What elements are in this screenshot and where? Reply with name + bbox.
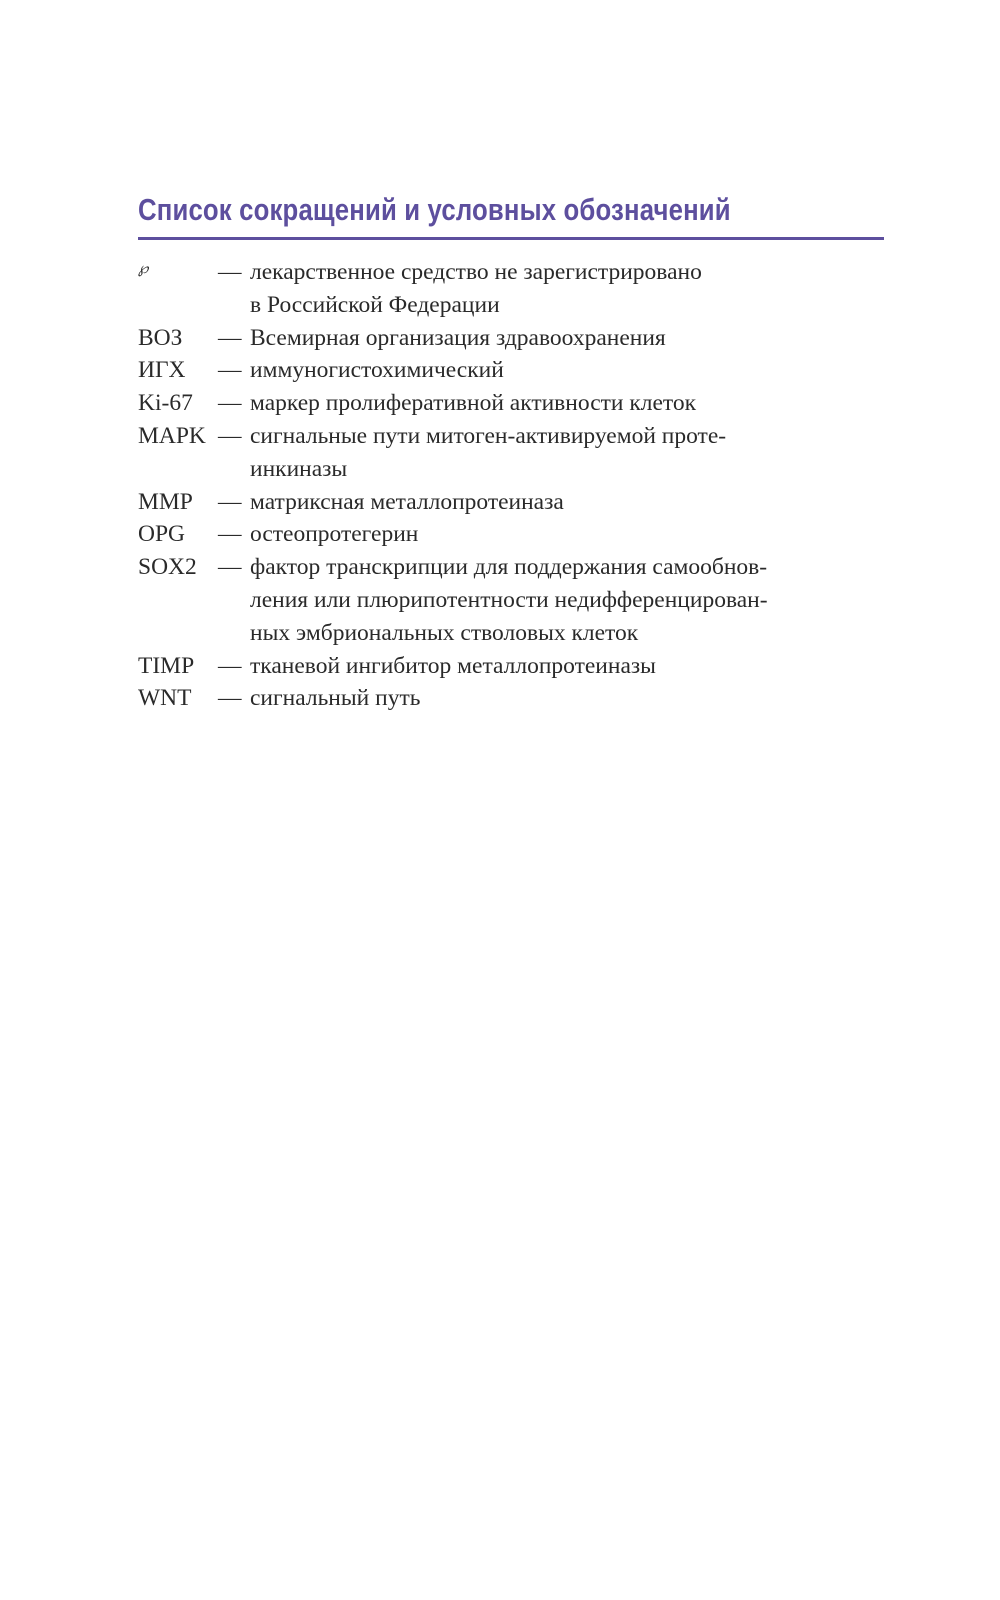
abbreviation-entry bbox=[138, 354, 878, 387]
abbreviation-term: MMP bbox=[138, 488, 193, 515]
definition-line: матриксная металлопротеиназа bbox=[250, 488, 564, 515]
abbreviation-definition bbox=[250, 420, 878, 486]
definition-line: Всемирная организация здравоохранения bbox=[250, 324, 666, 351]
definition-line: тканевой ингибитор металлопротеиназы bbox=[250, 652, 656, 679]
definition-line: лекарственное средство не зарегистрировано bbox=[250, 259, 702, 285]
definition-line: иммуногистохимический bbox=[250, 357, 504, 384]
em-dash: — bbox=[218, 357, 242, 384]
abbreviation-term: Ki-67 bbox=[138, 390, 193, 417]
abbreviation-definition bbox=[250, 682, 878, 715]
em-dash: — bbox=[218, 652, 242, 679]
abbreviation-definition bbox=[250, 551, 878, 649]
definition-line: ления или плюрипотентности недифференцирован- bbox=[250, 586, 768, 613]
definition-line: маркер пролиферативной активности клеток bbox=[250, 390, 697, 417]
abbreviation-term: ВОЗ bbox=[138, 324, 183, 351]
definition-line: в Российской Федерации bbox=[250, 291, 500, 318]
definition-line: ных эмбриональных стволовых клеток bbox=[250, 619, 639, 646]
definition-line: инкиназы bbox=[250, 455, 348, 482]
abbreviation-entry bbox=[138, 682, 878, 715]
abbreviation-definition bbox=[250, 322, 878, 355]
abbreviation-definition bbox=[250, 486, 878, 519]
abbreviation-definition bbox=[250, 387, 878, 420]
em-dash: — bbox=[218, 685, 242, 712]
abbreviation-entry bbox=[138, 256, 878, 322]
abbreviation-definition bbox=[250, 650, 878, 683]
definition-line: сигнальные пути митоген-активируемой проте- bbox=[250, 422, 727, 449]
em-dash: — bbox=[218, 324, 242, 351]
em-dash: — bbox=[218, 259, 242, 285]
abbreviation-entry bbox=[138, 518, 878, 551]
em-dash: — bbox=[218, 521, 242, 548]
abbreviation-entry bbox=[138, 486, 878, 519]
abbreviation-term: WNT bbox=[138, 685, 192, 712]
abbreviation-term: ИГХ bbox=[138, 357, 186, 384]
abbreviation-entry bbox=[138, 650, 878, 683]
definition-line: остеопротегерин bbox=[250, 521, 419, 548]
abbreviation-entry bbox=[138, 387, 878, 420]
abbreviation-term: OPG bbox=[138, 521, 186, 548]
unregistered-drug-mark-icon: ℘ bbox=[138, 259, 149, 277]
abbreviation-term: SOX2 bbox=[138, 554, 197, 581]
abbreviation-list bbox=[138, 256, 878, 715]
abbreviation-definition bbox=[250, 354, 878, 387]
abbreviation-definition bbox=[250, 256, 878, 322]
abbreviation-entry bbox=[138, 420, 878, 486]
definition-line: сигнальный путь bbox=[250, 685, 421, 712]
abbreviation-term: MAPK bbox=[138, 422, 206, 449]
abbreviation-definition bbox=[250, 518, 878, 551]
em-dash: — bbox=[218, 390, 242, 417]
abbreviation-entry bbox=[138, 322, 878, 355]
heading-underline bbox=[138, 237, 884, 240]
page-title: Список сокращений и условных обозначений bbox=[138, 192, 731, 227]
em-dash: — bbox=[218, 554, 242, 581]
abbreviation-term: TIMP bbox=[138, 652, 195, 679]
abbreviation-entry bbox=[138, 551, 878, 649]
em-dash: — bbox=[218, 488, 242, 515]
em-dash: — bbox=[218, 422, 242, 449]
definition-line: фактор транскрипции для поддержания самообнов- bbox=[250, 554, 768, 581]
abbreviation-term bbox=[138, 256, 218, 291]
